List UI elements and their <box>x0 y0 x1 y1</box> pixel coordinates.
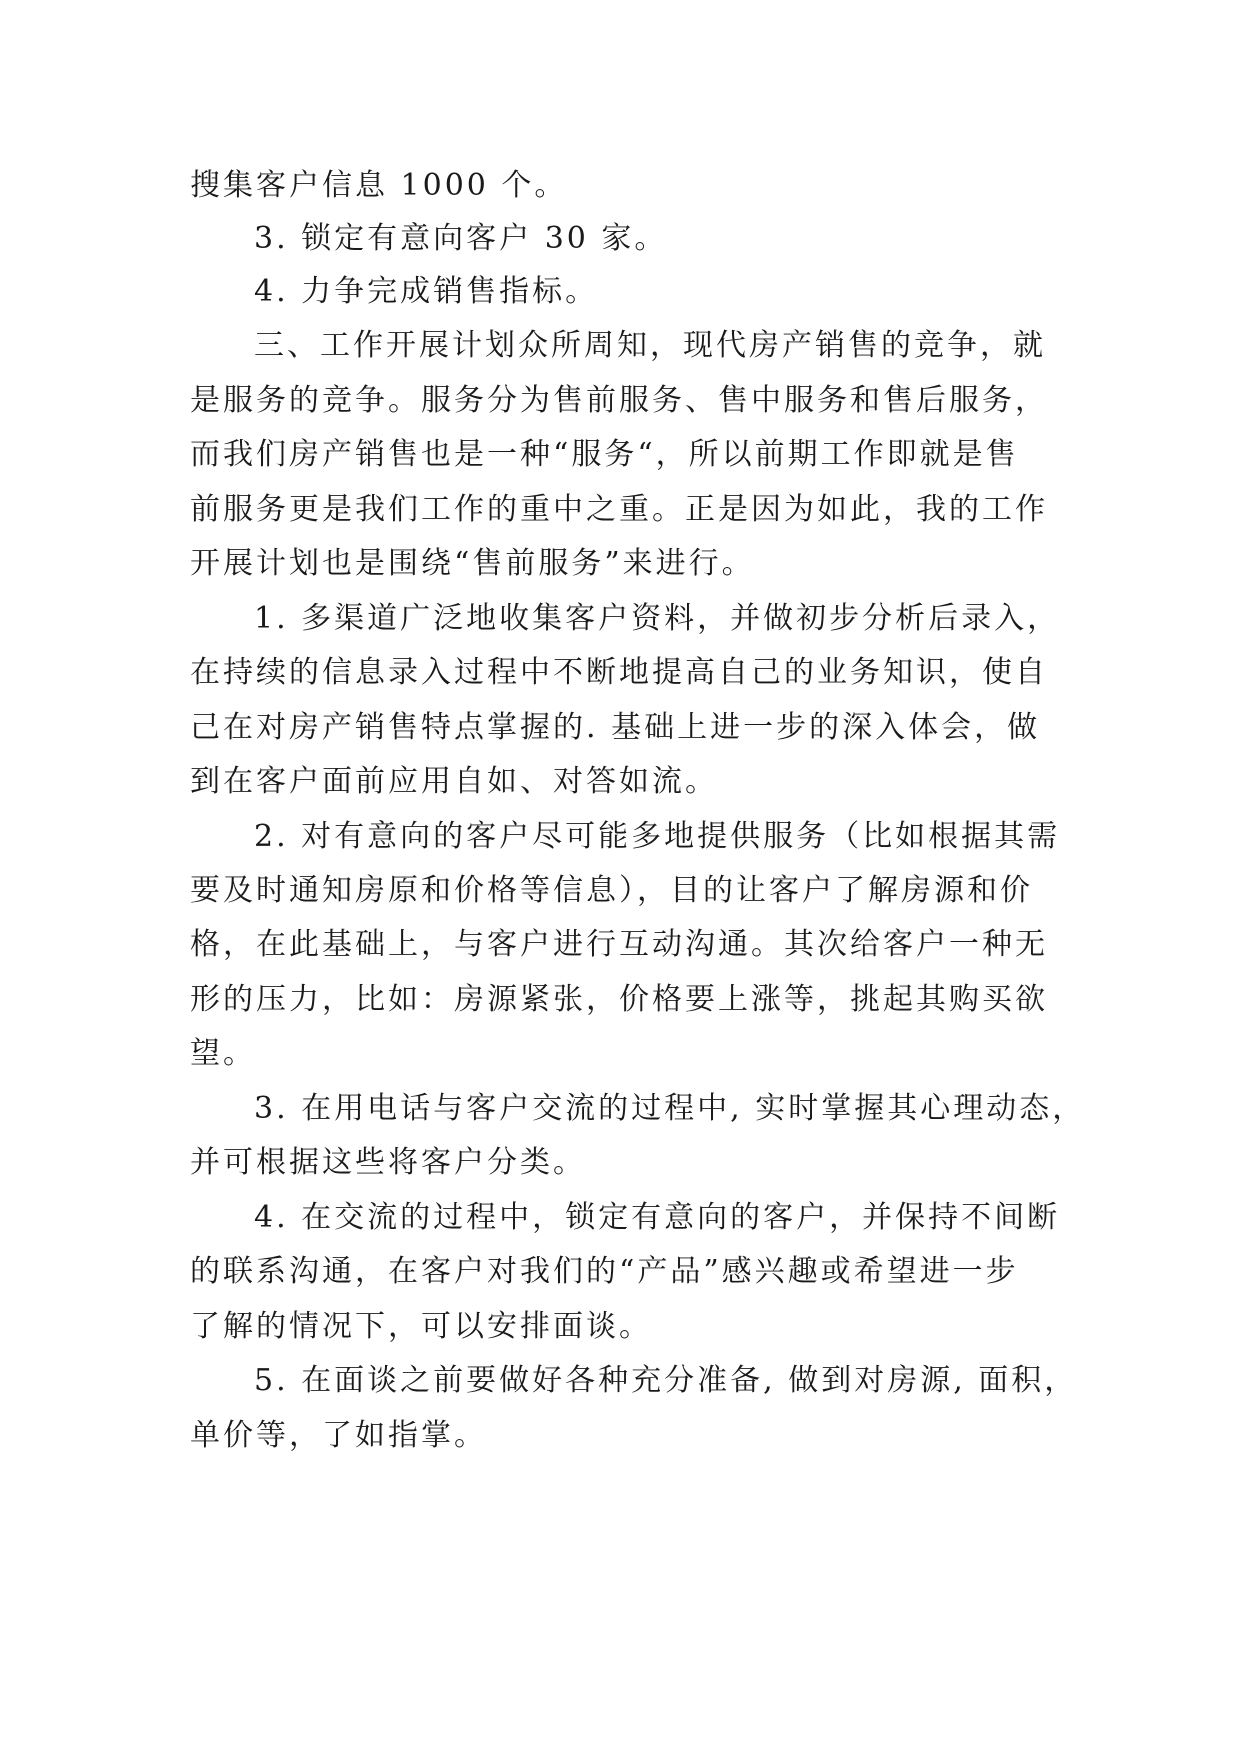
text-line: 开展计划也是围绕“售前服务”来进行。 <box>190 546 755 581</box>
text-line: 了解的情况下，可以安排面谈。 <box>190 1309 652 1344</box>
text-line: 2. 对有意向的客户尽可能多地提供服务（比如根据其需 <box>254 819 1061 854</box>
text-line: 1. 多渠道广泛地收集客户资料，并做初步分析后录入， <box>254 601 1061 636</box>
text-line: 5. 在面谈之前要做好各种充分准备, 做到对房源, 面积， <box>254 1363 1078 1398</box>
text-line: 搜集客户信息 1000 个。 <box>190 168 568 203</box>
text-line: 3. 在用电话与客户交流的过程中, 实时掌握其心理动态， <box>254 1091 1086 1126</box>
text-line: 在持续的信息录入过程中不断地提高自己的业务知识，使自 <box>190 655 1048 690</box>
text-line: 己在对房产销售特点掌握的. 基础上进一步的深入体会，做 <box>190 710 1041 745</box>
text-line: 单价等，了如指掌。 <box>190 1418 487 1453</box>
text-line: 是服务的竞争。服务分为售前服务、售中服务和售后服务， <box>190 383 1048 418</box>
text-line: 格，在此基础上，与客户进行互动沟通。其次给客户一种无 <box>190 927 1048 962</box>
text-line: 4. 力争完成销售指标。 <box>254 274 599 309</box>
text-line: 3. 锁定有意向客户 30 家。 <box>254 221 668 256</box>
text-line: 并可根据这些将客户分类。 <box>190 1145 586 1180</box>
text-line: 三、工作开展计划众所周知，现代房产销售的竞争，就 <box>254 328 1046 363</box>
text-line: 形的压力，比如：房源紧张，价格要上涨等，挑起其购买欲 <box>190 982 1048 1017</box>
text-line: 到在客户面前应用自如、对答如流。 <box>190 764 718 799</box>
text-line: 而我们房产销售也是一种“服务“，所以前期工作即就是售 <box>190 437 1019 472</box>
text-line: 的联系沟通，在客户对我们的“产品”感兴趣或希望进一步 <box>190 1254 1019 1289</box>
text-line: 4. 在交流的过程中，锁定有意向的客户，并保持不间断 <box>254 1200 1061 1235</box>
text-line: 前服务更是我们工作的重中之重。正是因为如此，我的工作 <box>190 492 1048 527</box>
text-line: 望。 <box>190 1036 256 1071</box>
text-line: 要及时通知房原和价格等信息），目的让客户了解房源和价 <box>190 873 1033 908</box>
